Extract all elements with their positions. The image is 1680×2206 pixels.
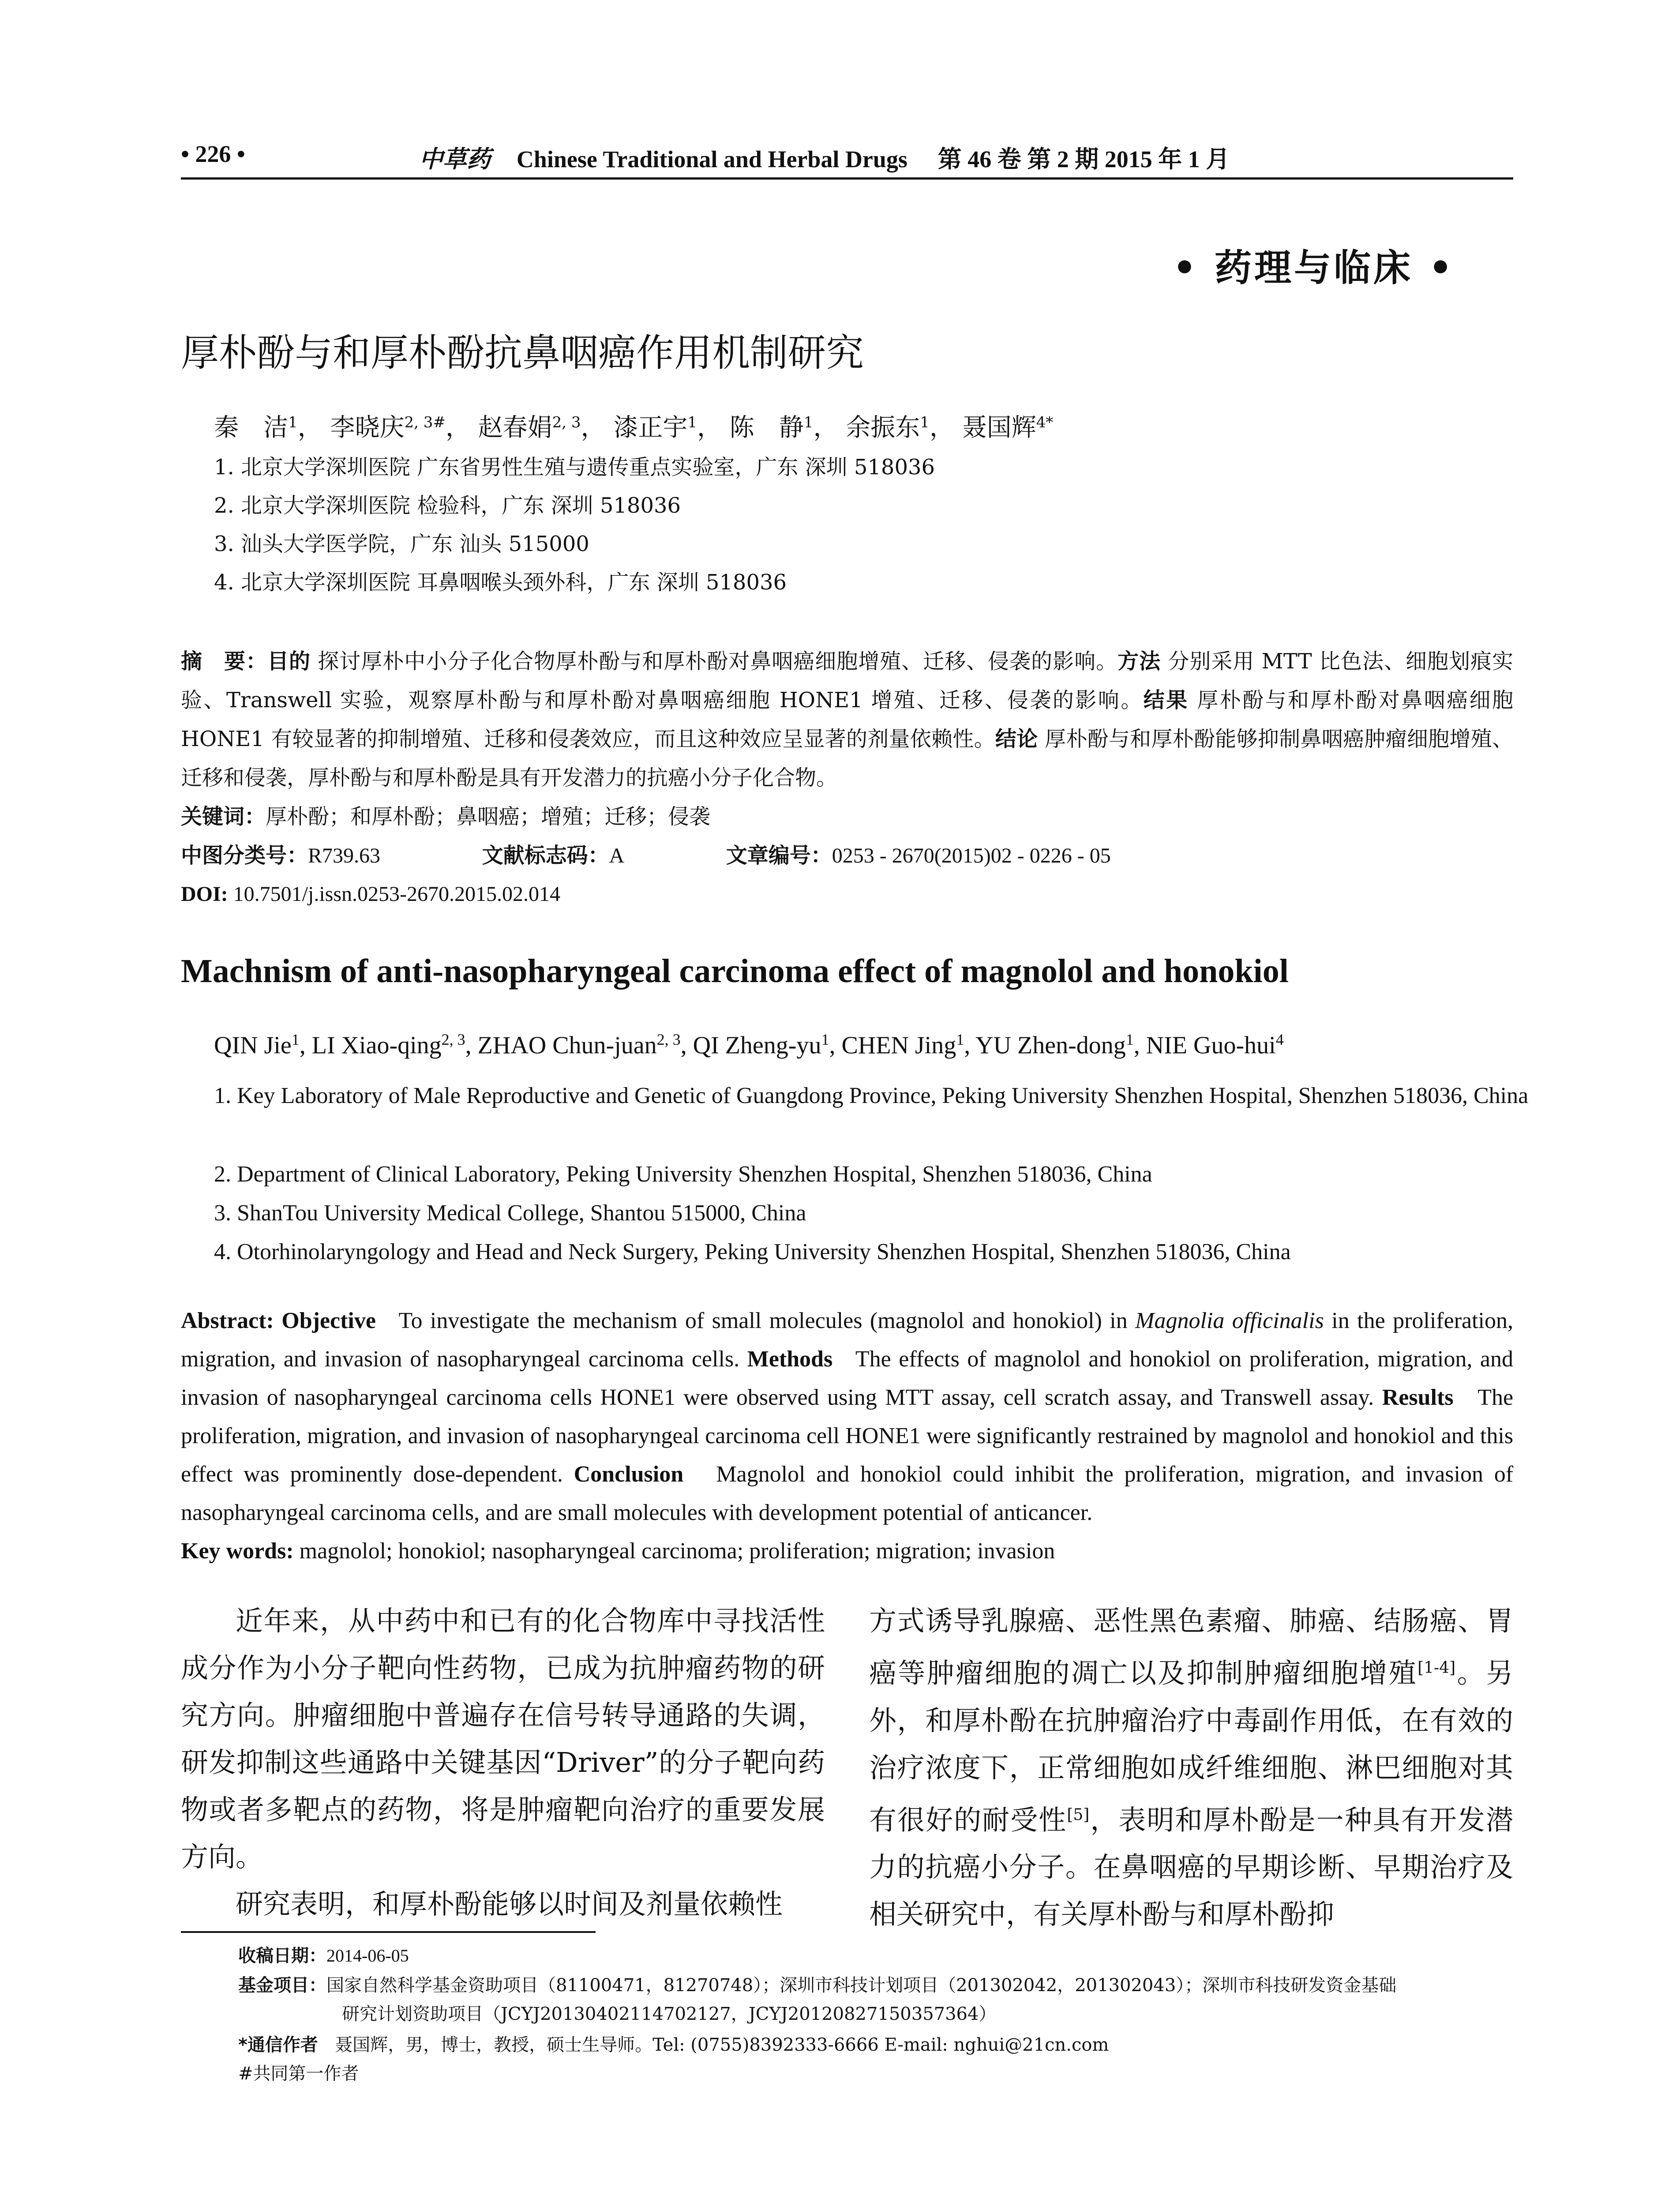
author-sup: 1: [291, 1031, 300, 1048]
author: 余振东: [846, 413, 920, 442]
body-right-column: [869, 1597, 1513, 1938]
header-rule: [181, 177, 1513, 180]
article-no-value: 0253 - 2670(2015)02 - 0226 - 05: [832, 844, 1111, 867]
author: QI Zheng-yu: [693, 1032, 821, 1059]
cn-classification: [181, 836, 1111, 875]
body-text: ，表明和厚朴酚是一种具有开发潜力的抗癌小分子。在鼻咽癌的早期诊断、早期治疗及相关研究中，有关厚朴酚与和厚朴酚抑: [869, 1804, 1513, 1931]
citation: [1-4]: [1418, 1659, 1456, 1677]
journal-title-en: Chinese Traditional and Herbal Drugs: [516, 146, 908, 173]
page-number: • 226 •: [181, 141, 245, 167]
author: QIN Jie: [214, 1032, 292, 1059]
doi-label: DOI:: [181, 882, 228, 906]
en-authors: QIN Jie$^1$, LI Xiao-qing$^{2, 3}$, ZHAO Chun-juan$^{2, 3}$, QI Zheng-$yu^1$, CHEN Jing$^1$, YU Zhen-dong$^1$, NIE Guo-hui$^4$: [214, 1031, 1284, 1059]
author: 聂国辉: [962, 413, 1036, 442]
footnote-rule: [181, 1931, 596, 1933]
en-results-text: The proliferation, migration, and invasion of nasopharyngeal carcinoma cell HONE1 were significantly restrained by magnolol and honokiol and this effect was prominently dose-dependent.: [181, 1385, 1514, 1487]
cn-affiliation: 2. 北京大学深圳医院 检验科，广东 深圳 518036: [214, 493, 681, 518]
clc-label: 中图分类号：: [181, 843, 308, 868]
methods-text: 分别采用 MTT 比色法、细胞划痕实验、Transwell 实验，观察厚朴酚与和厚朴酚对鼻咽癌细胞 HONE1 增殖、迁移、侵袭的影响。: [181, 649, 1513, 713]
body-left-column: [181, 1597, 825, 1928]
author-sup: 2, 3: [552, 413, 581, 431]
author-sup: 2, 3: [656, 1031, 681, 1048]
received-date: 2014-06-05: [326, 1946, 409, 1966]
en-abstract-label: Abstract:: [181, 1308, 274, 1333]
en-objective-text-end: in the proliferation, migration, and invasion of nasopharyngeal carcinoma cells.: [181, 1308, 1513, 1372]
methods-label: 方法: [1118, 649, 1161, 674]
en-methods-label: Methods: [747, 1347, 833, 1372]
author: LI Xiao-qing: [311, 1032, 442, 1059]
clc-value: R739.63: [308, 844, 381, 867]
cn-abstract: [181, 642, 1513, 797]
author-sup: 4: [1275, 1031, 1284, 1048]
keywords-text: 厚朴酚；和厚朴酚；鼻咽癌；增殖；迁移；侵袭: [266, 804, 711, 829]
en-conclusion-text: Magnolol and honokiol could inhibit the proliferation, migration, and invasion of nasopharyngeal carcinoma cells, and are small molecules with development potential of anticancer.: [181, 1462, 1514, 1525]
corresponding-label: *通信作者: [238, 2035, 318, 2055]
doi-line: [181, 875, 560, 914]
fund-text: 国家自然科学基金资助项目（81100471，81270748）；深圳市科技计划项目（201302042，201302043）；深圳市科技研发资金基础: [326, 1975, 1397, 1996]
footnote-fund: [238, 1971, 1396, 2000]
results-label: 结果: [1143, 688, 1189, 713]
footnote-received: [238, 1941, 409, 1970]
journal-title: [419, 140, 1230, 174]
body-paragraph: 研究表明，和厚朴酚能够以时间及剂量依赖性: [236, 1888, 783, 1920]
abstract-label: 摘 要：: [181, 649, 267, 674]
author-sup: 1: [821, 1031, 829, 1048]
author: 赵春娟: [478, 413, 552, 442]
keywords-label: 关键词：: [181, 804, 266, 829]
cn-title: 厚朴酚与和厚朴酚抗鼻咽癌作用机制研究: [181, 331, 864, 375]
doc-code-value: A: [609, 844, 625, 867]
en-affiliation: 1. Key Laboratory of Male Reproductive and Genetic of Guangdong Province, Peking University Shenzhen Hospital, Shenzhen 518036, China: [214, 1083, 1529, 1108]
author: CHEN Jing: [841, 1032, 956, 1059]
en-conclusion-label: Conclusion: [574, 1462, 684, 1487]
cn-affiliation: 1. 北京大学深圳医院 广东省男性生殖与遗传重点实验室，广东 深圳 518036: [214, 455, 935, 480]
en-objective-label: Objective: [281, 1308, 376, 1333]
citation: [5]: [1067, 1805, 1090, 1824]
author: 秦 洁: [214, 413, 288, 442]
en-affiliation: 4. Otorhinolaryngology and Head and Neck Surgery, Peking University Shenzhen Hospital, Shenzhen 518036, China: [214, 1239, 1291, 1264]
author-sup: 2, 3: [441, 1031, 465, 1048]
en-objective-text: To investigate the mechanism of small molecules (magnolol and honokiol) in: [398, 1308, 1136, 1333]
author: ZHAO Chun-juan: [477, 1032, 657, 1059]
conclusion-text: 厚朴酚与和厚朴酚能够抑制鼻咽癌肿瘤细胞增殖、迁移和侵袭，厚朴酚与和厚朴酚是具有开发潜力的抗癌小分子化合物。: [181, 727, 1513, 790]
body-paragraph: 近年来，从中药中和已有的化合物库中寻找活性成分作为小分子靶向性药物，已成为抗肿瘤药物的研究方向。肿瘤细胞中普遍存在信号转导通路的失调，研发抑制这些通路中关键基因“Driver”的分子靶向药物或者多靶点的药物，将是肿瘤靶向治疗的重要发展方向。: [181, 1605, 825, 1873]
body-text: 。另外，和厚朴酚在抗肿瘤治疗中毒副作用低，在有效的治疗浓度下，正常细胞如成纤维细胞、淋巴细胞对其有很好的耐受性: [869, 1657, 1513, 1836]
en-affiliation: 3. ShanTou University Medical College, Shantou 515000, China: [214, 1201, 806, 1226]
objective-text: 探讨厚朴中小分子化合物厚朴酚与和厚朴酚对鼻咽癌细胞增殖、迁移、侵袭的影响。: [318, 649, 1118, 674]
en-affiliation: 2. Department of Clinical Laboratory, Peking University Shenzhen Hospital, Shenzhen 518036, China: [214, 1162, 1152, 1187]
doc-code-label: 文献标志码：: [482, 843, 609, 868]
en-abstract: [181, 1302, 1513, 1570]
author-sup: 1: [687, 413, 697, 431]
article-no-label: 文章编号：: [726, 843, 832, 868]
journal-logo-cn: 中草药: [419, 145, 491, 173]
author-sup: 1: [803, 413, 814, 431]
conclusion-label: 结论: [995, 727, 1038, 751]
en-results-label: Results: [1382, 1385, 1454, 1410]
results-text: 厚朴酚与和厚朴酚对鼻咽癌细胞 HONE1 有较显著的抑制增殖、迁移和侵袭效应，而且这种效应呈显著的剂量依赖性。: [181, 688, 1513, 751]
cn-keywords: [181, 797, 710, 836]
section-label: • 药理与临床 •: [1173, 246, 1455, 289]
cn-affiliation: 4. 北京大学深圳医院 耳鼻咽喉头颈外科，广东 深圳 518036: [214, 570, 787, 595]
cn-affiliation: 3. 汕头大学医学院，广东 汕头 515000: [214, 532, 589, 556]
received-label: 收稿日期：: [238, 1946, 326, 1966]
body-text: 方式诱导乳腺癌、恶性黑色素瘤、肺癌、结肠癌、胃癌等肿瘤细胞的凋亡以及抑制肿瘤细胞增殖: [869, 1605, 1513, 1689]
author-sup: 2, 3#: [404, 413, 446, 431]
author-sup: 1: [288, 413, 298, 431]
cn-authors: 秦 洁$^1$， 李晓庆$^{2, 3\#}$， 赵春娟$^{2, 3}$， 漆正宇$^1$， 陈 静$^1$， 余振东$^1$， 聂国辉$^{4*}$: [214, 413, 1054, 442]
journal-issue: 第 46 卷 第 2 期 2015 年 1 月: [938, 146, 1230, 173]
author-sup: 4*: [1036, 413, 1054, 431]
en-title: Machnism of anti-nasopharyngeal carcinoma effect of magnolol and honokiol: [181, 953, 1289, 990]
author-sup: 1: [920, 413, 930, 431]
author: 李晓庆: [330, 413, 405, 442]
author: NIE Guo-hui: [1146, 1032, 1276, 1059]
author-sup: 1: [956, 1031, 964, 1048]
author: 漆正宇: [613, 413, 688, 442]
footnote-corresponding: [238, 2031, 1109, 2060]
en-species-name: Magnolia officinalis: [1135, 1308, 1324, 1333]
author-sup: 1: [1125, 1031, 1134, 1048]
objective-label: 目的: [267, 649, 311, 674]
en-methods-text: The effects of magnolol and honokiol on proliferation, migration, and invasion of nasopharyngeal carcinoma cells HONE1 were observed using MTT assay, cell scratch assay, and Transwell assay.: [181, 1347, 1513, 1410]
running-header: [181, 140, 1513, 176]
author: 陈 静: [729, 413, 804, 442]
footnote-fund-cont: 研究计划资助项目（JCYJ20130402114702127，JCYJ20120827150357364）: [342, 2004, 997, 2024]
en-keywords-label: Key words:: [181, 1538, 294, 1564]
en-keywords-text: magnolol; honokiol; nasopharyngeal carcinoma; proliferation; migration; invasion: [299, 1538, 1055, 1564]
fund-label: 基金项目：: [238, 1975, 326, 1996]
doi-value: 10.7501/j.issn.0253-2670.2015.02.014: [233, 882, 561, 906]
corresponding-text: 聂国辉，男，博士，教授，硕士生导师。Tel: (0755)8392333-6666 E-mail: nghui@21cn.com: [335, 2035, 1109, 2055]
footnote-cofirst: #共同第一作者: [238, 2063, 359, 2084]
author: YU Zhen-dong: [975, 1032, 1126, 1059]
